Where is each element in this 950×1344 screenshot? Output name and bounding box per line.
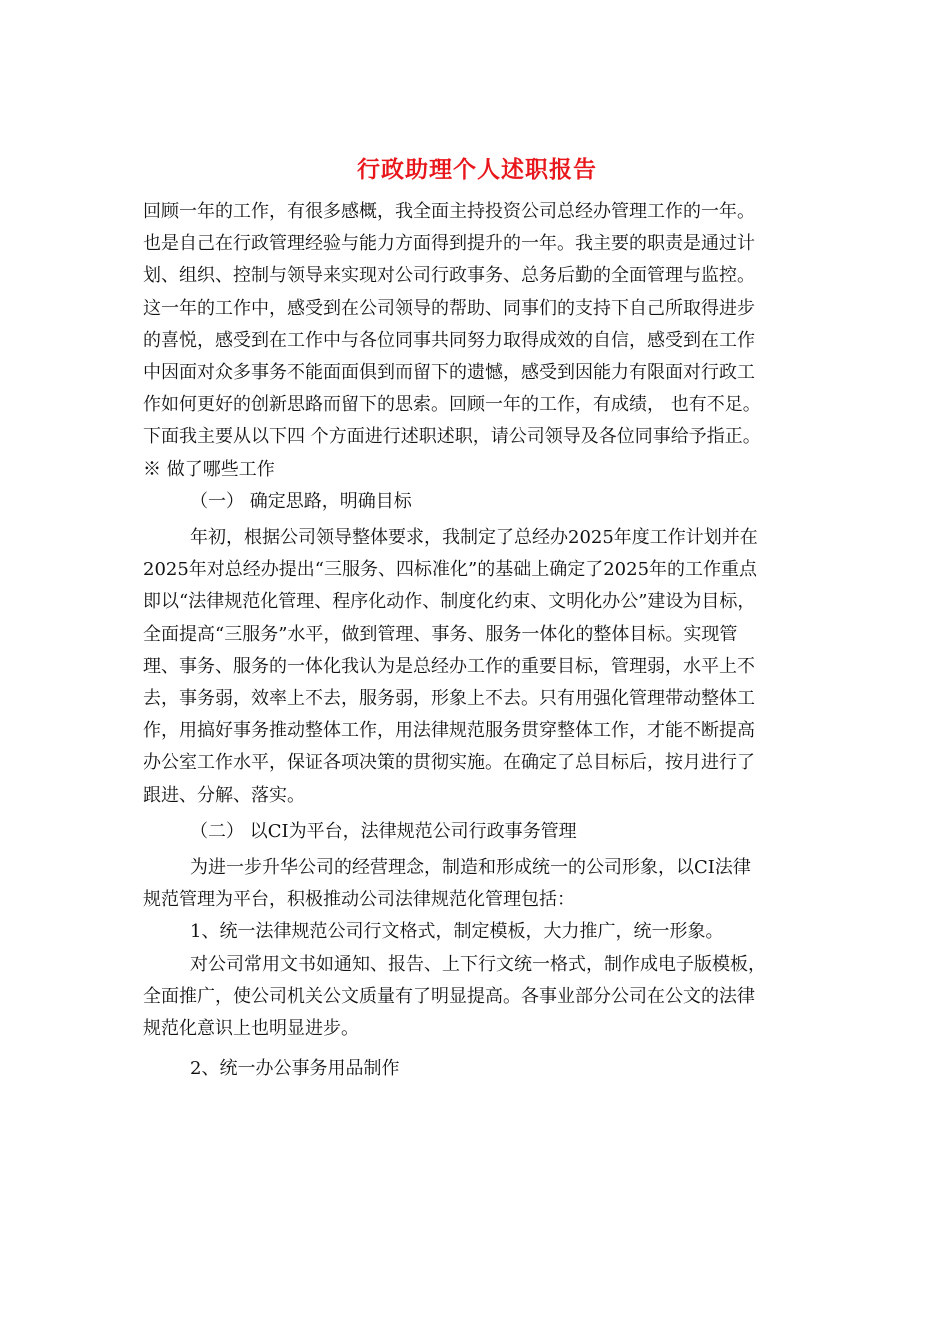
body-line: 全面提高“三服务”水平，做到管理、事务、服务一体化的整体目标。实现管 <box>143 623 738 645</box>
body-line: 划、组织、控制与领导来实现对公司行政事务、总务后勤的全面管理与监控。 <box>143 265 755 287</box>
body-line: 年初，根据公司领导整体要求，我制定了总经办2025年度工作计划并在 <box>190 527 758 549</box>
body-line: 作，用搞好事务推动整体工作，用法律规范服务贯穿整体工作，才能不断提高 <box>143 720 755 742</box>
body-line: 跟进、分解、落实。 <box>143 784 305 806</box>
body-line: 的喜悦，感受到在工作中与各位同事共同努力取得成效的自信，感受到在工作 <box>143 329 755 351</box>
body-line: 规范管理为平台，积极推动公司法律规范化管理包括： <box>143 889 575 911</box>
list-item-heading: 2、统一办公事务用品制作 <box>190 1058 400 1080</box>
body-line: 也是自己在行政管理经验与能力方面得到提升的一年。我主要的职责是通过计 <box>143 233 755 255</box>
body-line: 办公室工作水平，保证各项决策的贯彻实施。在确定了总目标后，按月进行了 <box>143 752 755 774</box>
document-title: 行政助理个人述职报告 <box>357 156 597 183</box>
document-page <box>143 148 811 1085</box>
body-line: 对公司常用文书如通知、报告、上下行文统一格式，制作成电子版模板， <box>190 953 766 975</box>
section-heading: ※ 做了哪些工作 <box>143 458 275 480</box>
body-line: 理、事务、服务的一体化我认为是总经办工作的重要目标，管理弱，水平上不 <box>143 655 755 677</box>
body-line: 全面推广，使公司机关公文质量有了明显提高。各事业部分公司在公文的法律 <box>143 985 755 1007</box>
body-line: 2025年对总经办提出“三服务、四标准化”的基础上确定了2025年的工作重点 <box>143 559 758 581</box>
body-line: 作如何更好的创新思路而留下的思索。回顾一年的工作，有成绩， 也有不足。 <box>143 394 761 416</box>
body-line: 回顾一年的工作，有很多感概，我全面主持投资公司总经办管理工作的一年。 <box>143 201 755 222</box>
body-line: 为进一步升华公司的经营理念，制造和形成统一的公司形象，以CI法律 <box>190 857 751 879</box>
body-line: 即以“法律规范化管理、程序化动作、制度化约束、文明化办公”建设为目标， <box>143 591 756 613</box>
subsection-heading: （一） 确定思路，明确目标 <box>190 490 412 512</box>
subsection-heading: （二） 以CI为平台，法律规范公司行政事务管理 <box>190 820 577 842</box>
body-line: 下面我主要从以下四 个方面进行述职述职，请公司领导及各位同事给予指正。 <box>143 426 761 448</box>
list-item-heading: 1、统一法律规范公司行文格式，制定模板，大力推广，统一形象。 <box>190 921 724 943</box>
body-line: 去，事务弱，效率上不去，服务弱，形象上不去。只有用强化管理带动整体工 <box>143 688 755 710</box>
body-line: 中因面对众多事务不能面面俱到而留下的遗憾，感受到因能力有限面对行政工 <box>143 362 755 384</box>
body-line: 这一年的工作中，感受到在公司领导的帮助、同事们的支持下自己所取得进步 <box>143 297 755 319</box>
body-line: 规范化意识上也明显进步。 <box>143 1018 359 1040</box>
